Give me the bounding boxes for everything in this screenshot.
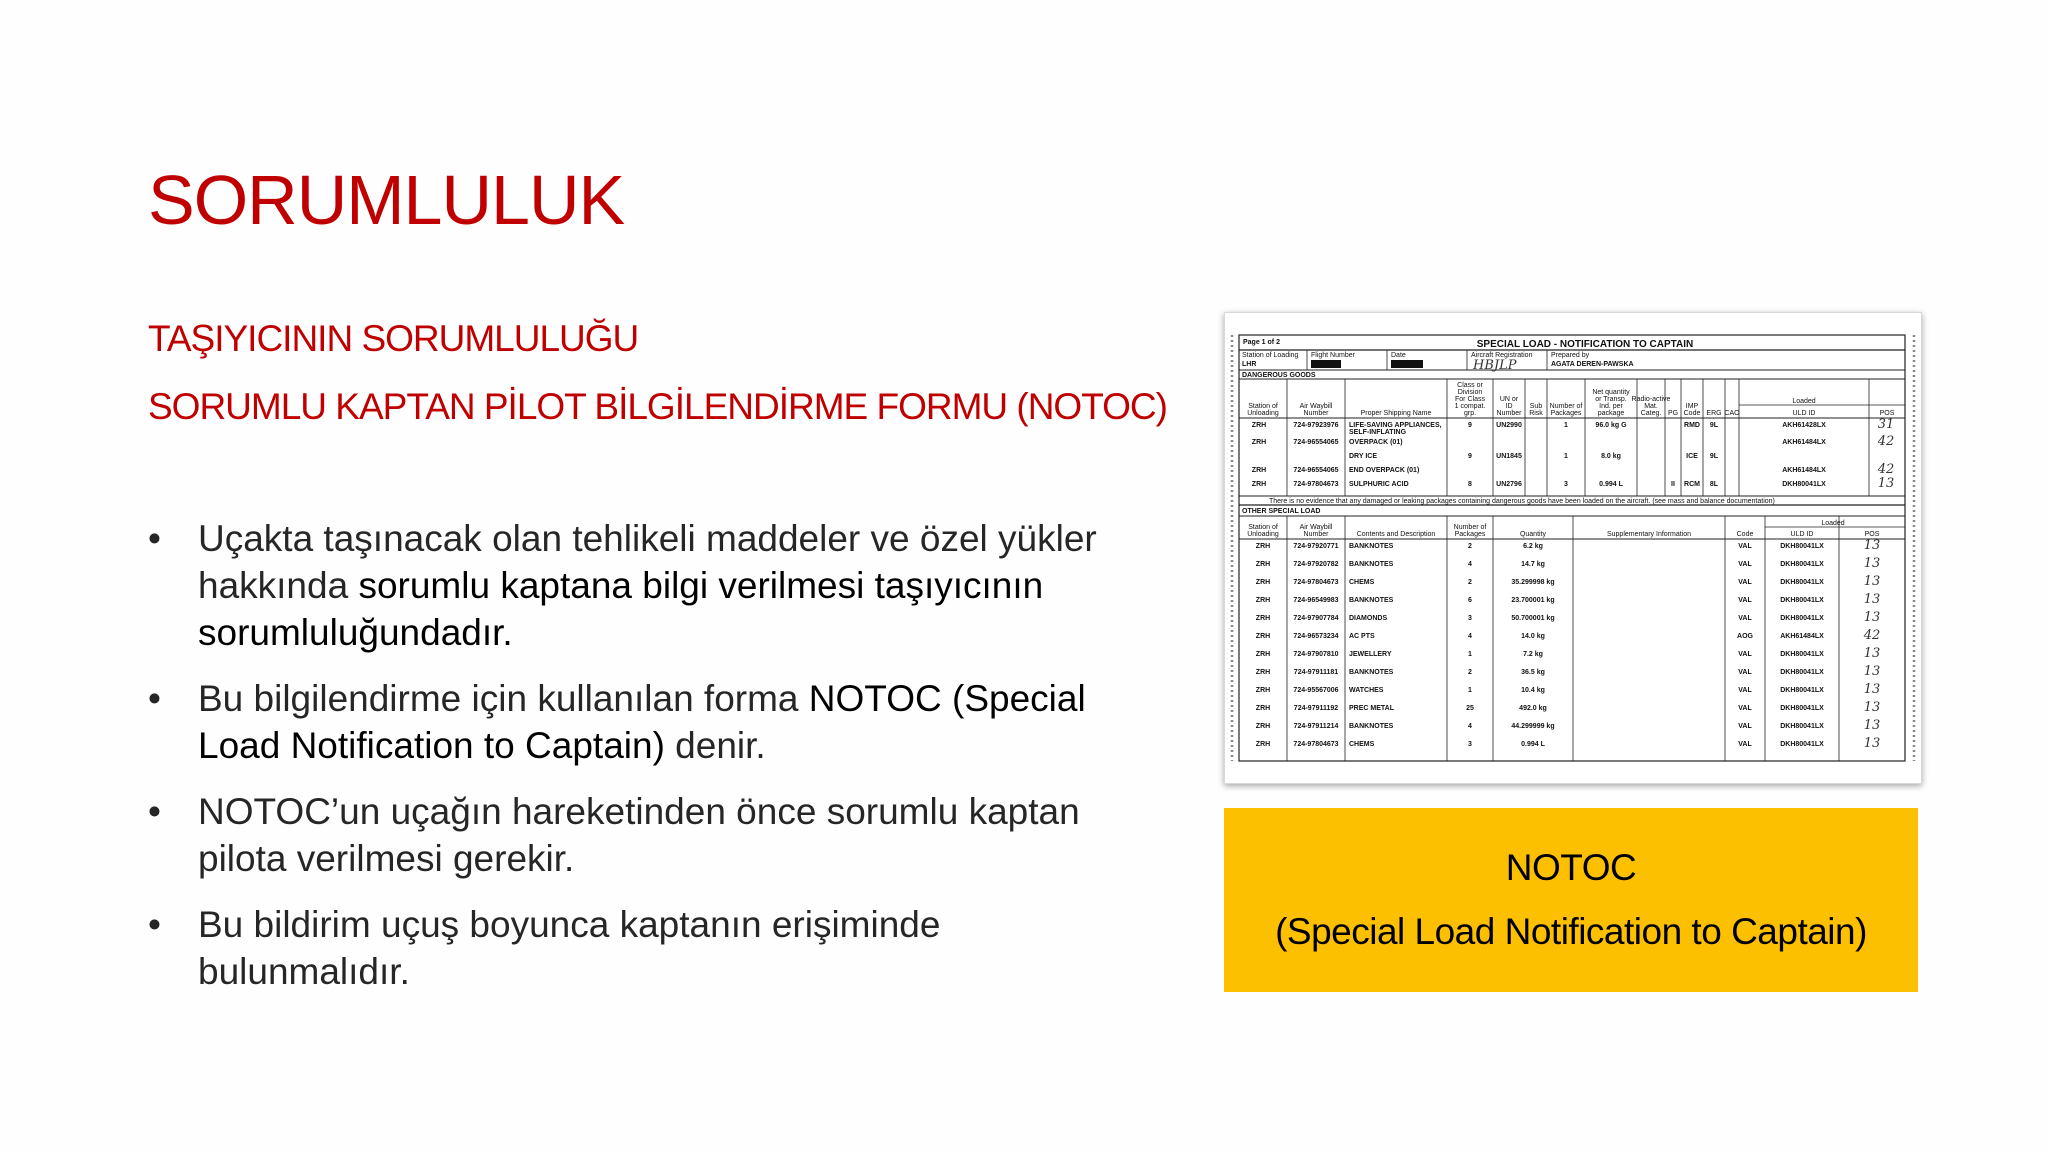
form-label: Flight Number [1311,352,1355,359]
form-osl-column-header: POS [1864,531,1880,538]
form-osl-cell: VAL [1738,723,1752,730]
form-osl-cell: DKH80041LX [1780,615,1824,622]
form-osl-cell: 2 [1468,669,1472,676]
form-osl-cell: CHEMS [1349,579,1375,586]
form-dg-column-header: Ind. per [1599,403,1623,410]
form-dg-cell: 724-97804673 [1293,481,1339,488]
bullet-dot: • [148,904,161,945]
form-label: Aircraft Registration [1471,352,1533,359]
form-osl-column-header: Number [1303,531,1329,538]
bullet-item [148,788,1148,882]
form-handwritten-pos: 13 [1863,556,1881,571]
form-handwritten-pos: 13 [1877,476,1895,491]
form-dg-cell: 8.0 kg [1601,453,1621,460]
form-osl-cell: DKH80041LX [1780,579,1824,586]
form-dg-cell: ICE [1686,453,1698,460]
form-osl-column-header: ULD ID [1790,531,1814,538]
bullet-text: Uçakta taşınacak olan tehlikeli maddeler ve özel yükler hakkında [198,518,1097,606]
form-dg-cell: AKH61428LX [1782,422,1826,429]
form-dg-cell: 9L [1709,453,1719,460]
form-dg-column-header: ULD ID [1792,410,1816,417]
form-dg-cell: 724-96554065 [1293,439,1339,446]
bullet-list [148,515,1148,1014]
form-osl-cell: 0.994 L [1521,741,1545,748]
form-dg-cell: 8 [1468,481,1472,488]
form-dg-column-header: Code [1683,410,1701,417]
form-dg-cell: ZRH [1251,422,1267,429]
form-osl-cell: 492.0 kg [1519,705,1547,712]
form-osl-cell: ZRH [1255,723,1271,730]
form-osl-cell: 2 [1468,543,1472,550]
form-title: SPECIAL LOAD - NOTIFICATION TO CAPTAIN [1476,339,1694,350]
form-dg-column-header: Division [1457,389,1483,396]
form-osl-cell: DKH80041LX [1780,705,1824,712]
form-handwritten-pos: 13 [1863,610,1881,625]
form-dg-column-header: Mat. [1644,403,1658,410]
form-osl-column-header: Packages [1454,531,1486,538]
form-prepared-by: AGATA DEREN-PAWSKA [1551,361,1634,368]
form-osl-cell: 36.5 kg [1521,669,1545,676]
form-dg-cell: ZRH [1251,467,1267,474]
form-osl-cell: BANKNOTES [1349,669,1394,676]
form-dg-cell: 96.0 kg G [1595,422,1627,429]
form-osl-cell: DIAMONDS [1349,615,1388,622]
form-osl-cell: WATCHES [1349,687,1384,694]
form-dg-note: There is no evidence that any damaged or leaking packages containing dangerous goods have been loaded on the aircraft. (see mass and balance documentation) [1269,498,1775,505]
form-dg-column-header: Proper Shipping Name [1360,410,1432,417]
form-dg-column-header: IMP [1685,403,1699,410]
bullet-emphasis: NOTOC (Special Load Notification to Captain) [198,678,1086,766]
form-handwritten-pos: 13 [1863,736,1881,751]
form-osl-cell: 3 [1468,741,1472,748]
form-osl-cell: VAL [1738,651,1752,658]
form-osl-column-header: Station of [1248,524,1278,531]
form-dg-column-header: CAO [1724,410,1740,417]
form-dg-column-header: Categ. [1640,410,1662,417]
form-osl-cell: DKH80041LX [1780,723,1824,730]
redacted-date [1391,360,1423,368]
form-osl-cell: 2 [1468,579,1472,586]
form-osl-cell: VAL [1738,741,1752,748]
form-dg-cell: 1 [1564,453,1568,460]
form-dg-cell: 3 [1564,481,1568,488]
bullet-text: Bu bilgilendirme için kullanılan forma [198,678,809,719]
form-osl-cell: DKH80041LX [1780,597,1824,604]
form-osl-cell: 724-97804673 [1293,741,1339,748]
form-label: Date [1391,352,1406,359]
form-osl-cell: 724-97911214 [1293,723,1339,730]
form-osl-cell: VAL [1738,543,1752,550]
form-osl-cell: JEWELLERY [1349,651,1392,658]
form-osl-cell: VAL [1738,597,1752,604]
form-dg-cell: 9 [1468,422,1472,429]
form-dg-column-header: PG [1667,410,1679,417]
form-osl-cell: 724-97911192 [1293,705,1339,712]
bullet-item [148,675,1148,769]
form-osl-cell: BANKNOTES [1349,597,1394,604]
bullet-item [148,901,1148,995]
form-osl-cell: 724-97920782 [1293,561,1339,568]
form-dg-column-header: Number [1496,410,1522,417]
form-osl-cell: 724-97907784 [1293,615,1339,622]
form-dg-cell: ZRH [1251,481,1267,488]
form-handwritten-pos: 42 [1877,462,1895,477]
form-osl-cell: 724-96549983 [1293,597,1339,604]
form-osl-cell: 14.7 kg [1521,561,1545,568]
form-osl-cell: DKH80041LX [1780,543,1824,550]
form-dg-column-header: POS [1879,410,1895,417]
form-osl-cell: 6.2 kg [1523,543,1543,550]
form-osl-cell: VAL [1738,615,1752,622]
form-handwritten-pos: 13 [1863,718,1881,733]
form-osl-column-header: Code [1736,531,1754,538]
bullet-dot: • [148,518,161,559]
form-dg-column-header: Class or [1457,382,1483,389]
form-station-loading: LHR [1242,361,1257,368]
form-dg-column-header: Packages [1550,410,1582,417]
form-label: Station of Loading [1242,352,1299,359]
caption-title: NOTOC [1505,847,1637,888]
form-dg-cell: 724-96554065 [1293,467,1339,474]
form-dg-cell: 724-97923976 [1293,422,1339,429]
form-dg-column-header: Number [1303,410,1329,417]
form-osl-cell: VAL [1738,669,1752,676]
form-osl-cell: ZRH [1255,543,1271,550]
form-dg-column-header: Sub [1529,403,1543,410]
form-osl-cell: 35.299998 kg [1511,579,1555,586]
form-dg-column-header: Number of [1549,403,1583,410]
form-osl-cell: DKH80041LX [1780,687,1824,694]
form-handwritten-pos: 42 [1877,434,1895,449]
form-dg-column-header: grp. [1463,410,1477,417]
form-osl-cell: 44.299999 kg [1511,723,1555,730]
form-handwritten-pos: 13 [1863,574,1881,589]
form-dg-cell: 9L [1709,422,1719,429]
form-osl-cell: 23.700001 kg [1511,597,1555,604]
form-handwritten-pos: 13 [1863,592,1881,607]
form-dg-column-header: or Transp. [1595,396,1627,403]
form-handwritten-pos: 13 [1863,646,1881,661]
form-dg-cell: UN2796 [1496,481,1522,488]
form-osl-cell: 724-97911181 [1293,669,1339,676]
form-dg-cell: END OVERPACK (01) [1349,467,1420,474]
form-dg-column-header: For Class [1455,396,1485,403]
form-registration: HBJLP [1473,358,1517,373]
form-dg-column-header: Net quantity [1592,389,1630,396]
form-dg-cell: RMD [1684,422,1700,429]
form-osl-cell: 7.2 kg [1523,651,1543,658]
form-dg-cell: AKH61484LX [1782,439,1826,446]
form-osl-cell: ZRH [1255,669,1271,676]
form-dg-cell: 9 [1468,453,1472,460]
form-dg-cell: DRY ICE [1349,453,1378,460]
form-dg-cell: UN2990 [1496,422,1522,429]
form-osl-cell: 1 [1468,687,1472,694]
form-dg-cell: OVERPACK (01) [1349,439,1403,446]
form-osl-cell: 50.700001 kg [1511,615,1555,622]
form-loaded-label: Loaded [1792,398,1816,405]
form-osl-cell: AOG [1737,633,1753,640]
bullet-dot: • [148,678,161,719]
bullet-tail: denir. [664,725,766,766]
form-dg-cell: SULPHURIC ACID [1349,481,1409,488]
form-osl-cell: 25 [1466,705,1474,712]
form-osl-cell: ZRH [1255,705,1271,712]
notoc-form [1225,313,1921,783]
form-osl-cell: 724-96573234 [1293,633,1339,640]
form-dg-column-header: Air Waybill [1299,403,1333,410]
form-osl-cell: 4 [1468,723,1472,730]
form-dg-column-header: 1 compat. [1454,403,1486,410]
subtitle-carrier-responsibility: TAŞIYICININ SORUMLULUĞU [148,318,639,359]
form-osl-cell: DKH80041LX [1780,651,1824,658]
form-osl-cell: 6 [1468,597,1472,604]
form-osl-cell: ZRH [1255,741,1271,748]
form-dg-cell: SELF-INFLATING [1349,429,1407,436]
form-osl-cell: CHEMS [1349,741,1375,748]
form-osl-cell: 3 [1468,615,1472,622]
form-dg-column-header: Station of [1248,403,1278,410]
form-handwritten-pos: 13 [1863,682,1881,697]
form-osl-cell: 4 [1468,633,1472,640]
form-dg-column-header: Radio-active [1631,396,1671,403]
form-osl-column-header: Quantity [1519,531,1547,538]
form-osl-cell: BANKNOTES [1349,723,1394,730]
form-dg-cell: II [1671,481,1675,488]
form-dg-column-header: Unloading [1247,410,1279,417]
form-osl-cell: 724-97920771 [1293,543,1339,550]
form-dg-column-header: Risk [1529,410,1543,417]
form-osl-cell: ZRH [1255,633,1271,640]
form-osl-column-header: Supplementary Information [1606,531,1692,538]
form-osl-cell: DKH80041LX [1780,561,1824,568]
form-osl-cell: DKH80041LX [1780,669,1824,676]
form-dg-section-title: DANGEROUS GOODS [1242,372,1316,379]
form-dg-cell: DKH80041LX [1782,481,1826,488]
bullet-item [148,515,1148,656]
form-dg-column-header: ERG [1706,410,1722,417]
bullet-emphasis: sorumlu kaptana bilgi verilmesi taşıyıcının sorumluluğundadır. [198,565,1044,653]
form-osl-cell: ZRH [1255,615,1271,622]
form-dg-column-header: ID [1505,403,1513,410]
slide-title: SORUMLULUK [148,161,625,239]
form-dg-cell: 0.994 L [1599,481,1623,488]
form-osl-column-header: Air Waybill [1299,524,1333,531]
form-osl-section-title: OTHER SPECIAL LOAD [1242,508,1321,515]
form-osl-cell: 724-97907810 [1293,651,1339,658]
form-osl-cell: VAL [1738,687,1752,694]
form-osl-cell: BANKNOTES [1349,561,1394,568]
form-dg-column-header: UN or [1499,396,1519,403]
form-osl-cell: BANKNOTES [1349,543,1394,550]
form-osl-cell: 10.4 kg [1521,687,1545,694]
notoc-caption-box [1224,808,1918,992]
form-osl-cell: 724-95567006 [1293,687,1339,694]
notoc-form-image [1224,312,1922,784]
form-osl-cell: ZRH [1255,579,1271,586]
form-handwritten-pos: 13 [1863,700,1881,715]
form-osl-cell: ZRH [1255,651,1271,658]
caption-subtitle: (Special Load Notification to Captain) [1275,911,1867,952]
form-osl-cell: VAL [1738,705,1752,712]
form-dg-cell: RCM [1684,481,1700,488]
form-label: Prepared by [1551,352,1590,359]
form-osl-cell: 14.0 kg [1521,633,1545,640]
redacted-flight-number [1311,360,1341,368]
form-page-number: Page 1 of 2 [1243,339,1280,346]
form-handwritten-pos: 31 [1877,417,1895,432]
bullet-text: Bu bildirim uçuş boyunca kaptanın erişiminde bulunmalıdır. [198,904,941,992]
form-osl-cell: ZRH [1255,597,1271,604]
form-osl-cell: 724-97804673 [1293,579,1339,586]
form-handwritten-pos: 13 [1863,664,1881,679]
form-osl-cell: ZRH [1255,561,1271,568]
bullet-text: NOTOC’un uçağın hareketinden önce sorumlu kaptan pilota verilmesi gerekir. [198,791,1080,879]
form-osl-column-header: Unloading [1247,531,1279,538]
form-dg-column-header: package [1597,410,1625,417]
form-dg-cell: 1 [1564,422,1568,429]
form-osl-column-header: Number of [1453,524,1487,531]
form-osl-cell: AC PTS [1349,633,1375,640]
form-osl-cell: ZRH [1255,687,1271,694]
form-osl-cell: VAL [1738,579,1752,586]
form-handwritten-pos: 42 [1863,628,1881,643]
form-osl-cell: 4 [1468,561,1472,568]
form-dg-cell: ZRH [1251,439,1267,446]
form-osl-cell: PREC METAL [1349,705,1394,712]
form-handwritten-pos: 13 [1863,538,1881,553]
bullet-dot: • [148,791,161,832]
form-dg-cell: UN1845 [1496,453,1522,460]
form-dg-cell: LIFE-SAVING APPLIANCES, [1349,422,1442,429]
form-osl-cell: 1 [1468,651,1472,658]
form-dg-cell: 8L [1709,481,1719,488]
form-loaded-label: Loaded [1821,520,1845,527]
form-osl-cell: AKH61484LX [1780,633,1824,640]
form-dg-cell: AKH61484LX [1782,467,1826,474]
form-osl-cell: DKH80041LX [1780,741,1824,748]
form-osl-cell: VAL [1738,561,1752,568]
form-osl-column-header: Contents and Description [1356,531,1436,538]
subtitle-notoc-form: SORUMLU KAPTAN PİLOT BİLGİLENDİRME FORMU (NOTOC) [148,386,1167,427]
